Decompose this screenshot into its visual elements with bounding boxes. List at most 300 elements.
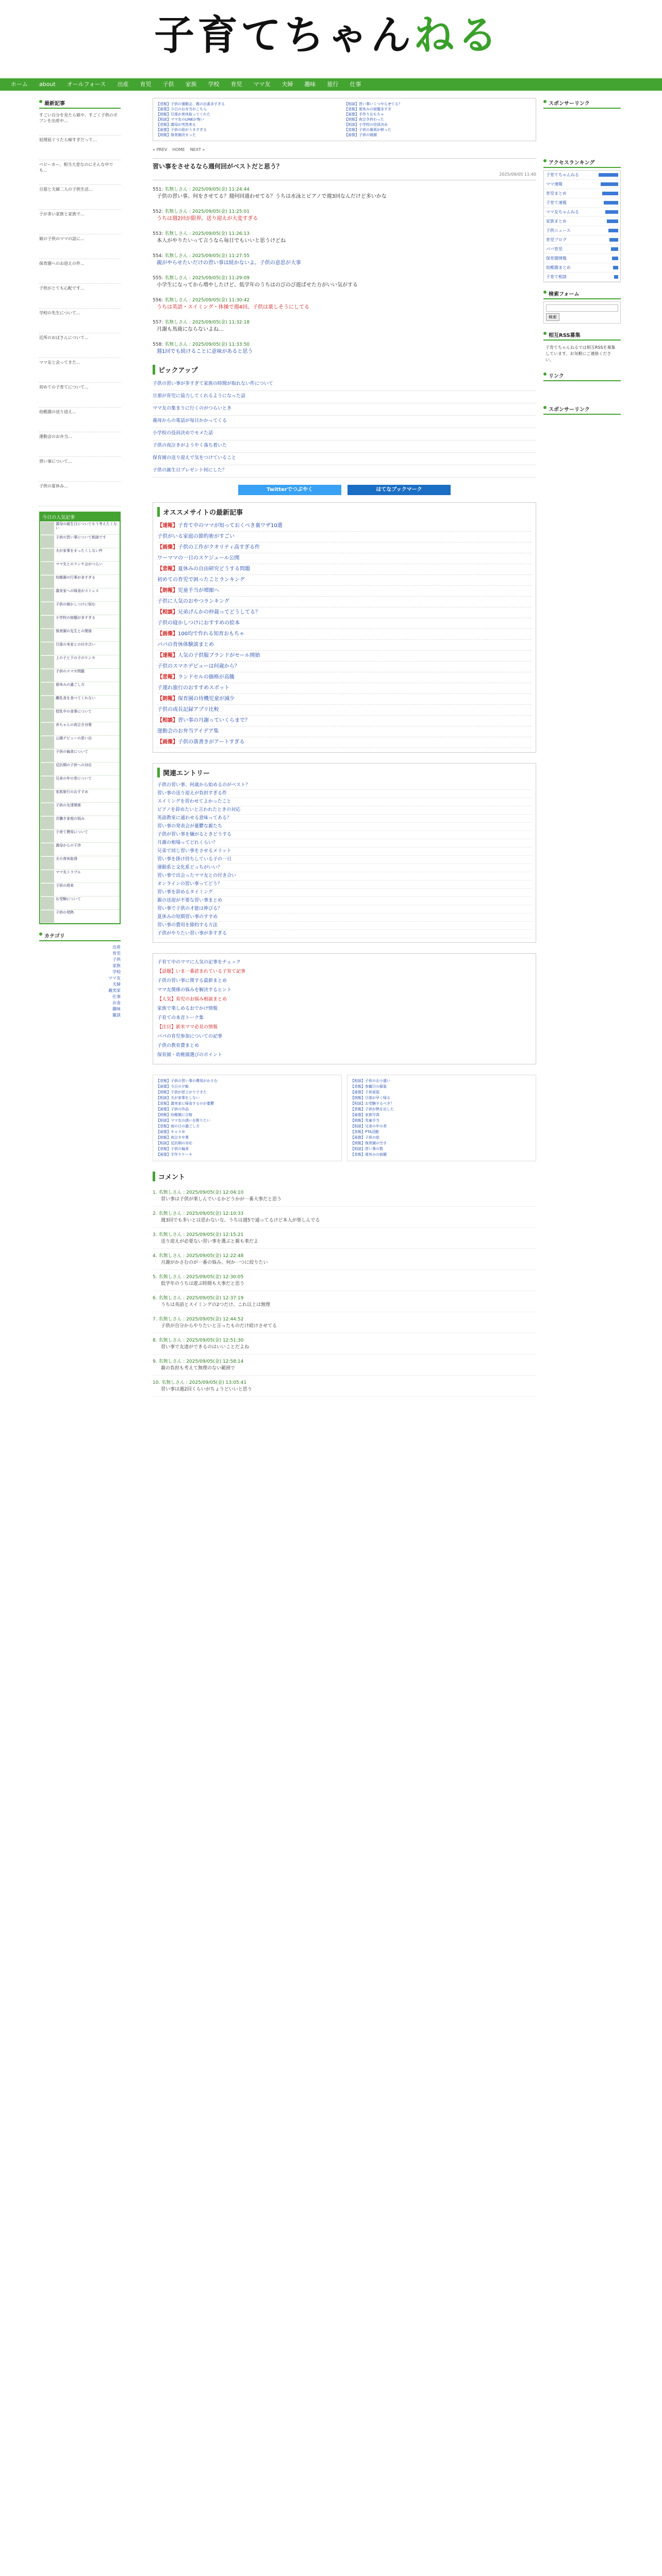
related-link[interactable]: 親の送迎が不要な習い事まとめ (157, 897, 532, 905)
pickup-link[interactable]: 旦那が育児に協力してくれるようになった話 (153, 391, 536, 403)
nav-item[interactable]: 出産 (117, 81, 129, 88)
popular-article-item[interactable] (40, 910, 120, 923)
related-box (153, 763, 536, 943)
twitter-share-button[interactable]: Twitterでつぶやく (238, 485, 341, 495)
popular-article-item[interactable] (40, 669, 120, 682)
topic-link[interactable]: 【悲報】子供の運動会、親の出番多すぎる (156, 102, 225, 106)
recommend-link[interactable] (157, 651, 532, 662)
recommend-link[interactable] (157, 683, 532, 694)
popular-article-item[interactable] (40, 749, 120, 762)
popular-article-title: 公園デビューの思い出 (56, 736, 92, 740)
logo-main: 子育てちゃん (154, 12, 414, 59)
post-body: うちは英語・スイミング・体操で週4回。子供は楽しそうにしてる (157, 304, 309, 310)
recommend-link[interactable] (157, 672, 532, 683)
recommend-link[interactable] (157, 607, 532, 618)
popular-article-title: 保育園の先生との関係 (56, 629, 92, 633)
topic-link[interactable]: 【悲報】夏休みの宿題多すぎ (344, 107, 391, 111)
grid-link[interactable]: 【朗報】旦那が早く帰る (351, 1096, 390, 1100)
category-link[interactable]: ママ友 (108, 976, 121, 980)
share-buttons (153, 485, 536, 495)
recommend-tag: 【相談】 (157, 609, 178, 615)
post-date: 2025/09/05(金) 11:24:44 (192, 187, 250, 192)
popular-article-item[interactable] (40, 521, 120, 535)
grid-link[interactable]: 【相談】子供のお小遣い (351, 1079, 390, 1083)
nav-item[interactable]: about (39, 81, 56, 88)
grid-link[interactable]: 【悲報】義実家に帰省するのが憂鬱 (156, 1101, 214, 1106)
article-thumbnail (41, 669, 54, 682)
article-thumbnail (41, 870, 54, 883)
popular-article-item[interactable] (40, 602, 120, 615)
nav-item[interactable]: 夫婦 (282, 81, 293, 88)
ranking-bar (614, 275, 618, 279)
popular-article-item[interactable] (40, 870, 120, 883)
popular-article-item[interactable] (40, 562, 120, 575)
related-link[interactable]: 運動系と文化系どっちがいい？ (157, 864, 532, 872)
grid-link[interactable]: 【相談】習い事の数 (351, 1147, 383, 1151)
category-link[interactable]: 仕事 (112, 994, 121, 999)
article-thumbnail (41, 575, 54, 588)
recommend-tag: 【速報】 (157, 653, 178, 658)
pickup-link[interactable]: 子供の習い事が多すぎて家族の時間が取れない件について (153, 379, 536, 391)
popular-article-item[interactable] (40, 629, 120, 642)
promo-link[interactable]: 子育て中のママに人気の記事をチェック (157, 960, 241, 965)
grid-link[interactable]: 【朗報】子供が逆上がりできた (156, 1090, 207, 1094)
recent-article-link[interactable]: 保育園へのお迎えの件... (39, 259, 121, 284)
recommend-link[interactable] (157, 543, 532, 553)
recommend-link[interactable] (157, 586, 532, 597)
popular-article-title: 義母の誕生日についてもう考えたくない (56, 522, 117, 530)
grid-link[interactable]: 【朗報】幼稚園に合格 (156, 1113, 192, 1117)
recommend-link[interactable] (157, 618, 532, 629)
recent-article-link[interactable]: 習い事について... (39, 457, 121, 482)
category-link[interactable]: お金 (112, 1001, 121, 1005)
recent-article-link[interactable]: ベビーカー、相当大変なのにそんな中でも... (39, 160, 121, 185)
grid-link[interactable]: 【画像】家族写真 (351, 1113, 379, 1117)
recent-article-link[interactable]: 運動会のお弁当... (39, 432, 121, 457)
ranking-site-name: パパ育児 (546, 247, 562, 251)
grid-link[interactable]: 【画像】子供の絵 (351, 1136, 379, 1140)
promo-link[interactable]: 家族で楽しめるおでかけ情報 (157, 1006, 218, 1011)
grid-link[interactable]: 【相談】お受験するべき？ (351, 1101, 394, 1106)
grid-link[interactable]: 【悲報】子供の習い事の費用がかさむ (156, 1079, 218, 1083)
popular-article-item[interactable] (40, 803, 120, 816)
recommend-tag: 【朗報】 (157, 588, 178, 594)
grid-link[interactable]: 【画像】子供の作品 (156, 1107, 189, 1111)
comment-item (153, 1228, 536, 1249)
recent-article-link[interactable]: ママ友と会ってきた... (39, 358, 121, 383)
popular-article-title: 幼稚園の行事が多すぎる (56, 575, 95, 580)
post-number: 558: (153, 342, 165, 347)
recent-article-link[interactable]: 初めての子育てについて... (39, 383, 121, 408)
grid-link[interactable]: 【悲報】PTA活動 (351, 1130, 379, 1134)
comment-header: 2. 名無しさん : 2025/09/05(金) 12:10:33 (153, 1211, 244, 1216)
ranking-item[interactable] (544, 217, 620, 226)
recent-article-link[interactable]: 屁理屈ぐうたら痴すぎだって... (39, 135, 121, 160)
article-thumbnail (41, 696, 54, 708)
sponsor-heading: スポンサーリンク (543, 98, 621, 109)
popular-article-item[interactable] (40, 722, 120, 736)
topic-link[interactable]: 【画像】子供の寝顔 (344, 133, 377, 137)
site-logo[interactable] (131, 7, 523, 64)
related-heading: 関連エントリー (157, 768, 532, 777)
comment-body: 送り迎えが必要ない習い事を選ぶと親も楽だよ (161, 1239, 259, 1244)
article-thumbnail (41, 736, 54, 749)
ranking-bar (607, 219, 618, 223)
right-sidebar (543, 98, 621, 417)
grid-link[interactable]: 【相談】兄弟の年の差 (351, 1124, 387, 1128)
post-body: 小学生になってから増やしたけど、低学年のうちはのびのび遊ばせた方がいい気がする (157, 282, 358, 288)
comment-header: 9. 名無しさん : 2025/09/05(金) 12:58:14 (153, 1359, 244, 1364)
popular-article-item[interactable] (40, 709, 120, 722)
popular-article-title: 子供の発熱 (56, 910, 74, 914)
popular-article-item[interactable] (40, 682, 120, 696)
related-link[interactable]: 夏休みの短期習い事のすすめ (157, 913, 532, 922)
pager (153, 147, 536, 152)
topic-link[interactable]: 【相談】ママ友のLINEが怖い (156, 117, 204, 122)
popular-article-title: 離乳食を食べてくれない (56, 696, 95, 700)
popular-article-title: 義実家への帰省がストレス (56, 589, 99, 593)
nav-item[interactable]: 旅行 (327, 81, 339, 88)
recommend-tag: 【画像】 (157, 631, 178, 637)
popular-article-title: 授乳中の食事について (56, 709, 92, 714)
ranking-item[interactable] (544, 263, 620, 273)
grid-link[interactable]: 【画像】キャラ弁 (156, 1130, 185, 1134)
popular-article-item[interactable] (40, 762, 120, 776)
post-number: 556: (153, 298, 165, 303)
ranking-item[interactable] (544, 180, 620, 189)
recommend-text: 子供の成長記録アプリ比較 (157, 707, 219, 713)
article-thumbnail (41, 589, 54, 601)
popular-article-item[interactable] (40, 642, 120, 655)
related-link[interactable]: 習い事を掛け持ちしている子の一日 (157, 856, 532, 864)
recent-article-link[interactable]: 子が多い家族と家族で... (39, 210, 121, 234)
popular-article-title: 子供の偏食について (56, 750, 88, 754)
popular-articles-heading: 今日の人気記事 (40, 513, 120, 521)
ranking-bar (602, 192, 618, 195)
grid-link[interactable]: 【悲報】参観日の服装 (351, 1084, 387, 1089)
popular-article-title: 家族旅行のおすすめ (56, 790, 89, 794)
article-thumbnail (41, 535, 54, 548)
nav-item[interactable]: ホーム (11, 81, 28, 88)
promo-link[interactable]: 保育園・幼稚園選びのポイント (157, 1053, 223, 1058)
recommend-link[interactable] (157, 629, 532, 640)
popular-article-item[interactable] (40, 535, 120, 548)
related-link[interactable]: スイミングを習わせてよかったこと (157, 798, 532, 806)
category-link[interactable]: 夫婦 (112, 982, 121, 987)
comment-header: 3. 名無しさん : 2025/09/05(金) 12:15:21 (153, 1232, 244, 1238)
nav-item[interactable]: 学校 (208, 81, 220, 88)
related-link[interactable]: 兄弟で同じ習い事をさせるメリット (157, 848, 532, 856)
category-link[interactable]: 義実家 (108, 988, 121, 993)
popular-article-item[interactable] (40, 736, 120, 749)
promo-link[interactable]: 子供の習い事に関する最新まとめ (157, 978, 227, 984)
related-link[interactable]: 子供が習い事を嫌がるときどうする (157, 831, 532, 839)
ranking-bar (613, 266, 618, 269)
recommend-link[interactable] (157, 553, 532, 564)
article-thumbnail (41, 656, 54, 668)
nav-item[interactable]: オールフォース (67, 81, 106, 88)
recommend-text: 子供がいる家庭の節約術がすごい (157, 534, 235, 539)
rss-heading: 相互RSS募集 (543, 330, 621, 341)
recommend-link[interactable] (157, 662, 532, 672)
nav-item[interactable]: 育児 (140, 81, 152, 88)
ranking-item[interactable] (544, 226, 620, 235)
promo-link[interactable]: 【人気】育児のお悩み相談まとめ (157, 997, 227, 1002)
pickup-link[interactable]: 子供の誕生日プレゼント何にした？ (153, 465, 536, 478)
recent-articles-heading: 最新記事 (39, 98, 121, 109)
recommend-link[interactable] (157, 737, 532, 748)
ranking-item[interactable] (544, 273, 620, 282)
promo-link[interactable]: 【注目】新米ママ必見の情報 (157, 1025, 218, 1030)
popular-article-item[interactable] (40, 829, 120, 843)
recommend-link[interactable] (157, 716, 532, 726)
pickup-link[interactable]: 小学校の役員決めでモメた話 (153, 428, 536, 440)
ranking-item[interactable] (544, 254, 620, 263)
recommend-text: 子供の寝かしつけにおすすめの絵本 (157, 620, 240, 626)
related-link[interactable]: オンラインの習い事ってどう？ (157, 880, 532, 889)
popular-article-title: 子育て費用について (56, 830, 88, 834)
comments-heading: コメント (153, 1172, 536, 1181)
nav-item[interactable]: 家族 (185, 81, 197, 88)
nav-item[interactable]: 仕事 (350, 81, 361, 88)
thread-post (153, 185, 536, 200)
grid-link[interactable]: 【悲報】夏休みの宿題 (351, 1153, 387, 1157)
category-link[interactable]: 育児 (112, 951, 121, 956)
grid-link[interactable]: 【朗報】保育園の空き (351, 1141, 387, 1145)
related-link[interactable]: 習い事の送り迎えが負担すぎる件 (157, 790, 532, 798)
ranking-item[interactable] (544, 245, 620, 254)
comment-item (153, 1312, 536, 1333)
popular-article-item[interactable] (40, 883, 120, 896)
popular-article-item[interactable] (40, 816, 120, 829)
search-input[interactable] (546, 304, 618, 312)
recent-article-link[interactable]: 旦那と夫婦二人の子供生活... (39, 185, 121, 210)
article-thumbnail (41, 629, 54, 641)
nav-item[interactable]: ママ友 (253, 81, 271, 88)
thread-posts (153, 185, 536, 355)
topic-link[interactable]: 【朗報】保育園決まった (156, 133, 196, 137)
recommend-tag: 【画像】 (157, 739, 178, 745)
post-body: 子供の習い事、何をさせてる？週何回通わせてる？うちは水泳とピアノで週3回なんだけど多いかな (157, 194, 387, 199)
popular-article-item[interactable] (40, 655, 120, 669)
topic-link[interactable]: 【相談】小学校の役員決め (344, 123, 388, 127)
related-link[interactable]: 習い事の発表会が憂鬱な親たち (157, 823, 532, 831)
related-link[interactable]: 子供がやりたい習い事が多すぎる (157, 930, 532, 938)
topic-link[interactable]: 【画像】今日のお弁当がこちら (156, 107, 207, 111)
popular-article-item[interactable] (40, 588, 120, 602)
promo-link[interactable]: 子供の教育費まとめ (157, 1043, 200, 1048)
recent-article-link[interactable]: 子供がとても心配です... (39, 284, 121, 309)
recommend-text: 兄弟げんかの仲裁ってどうしてる？ (178, 609, 260, 615)
article-thumbnail (41, 843, 54, 856)
category-link[interactable]: 子供 (112, 957, 121, 962)
popular-article-item[interactable] (40, 776, 120, 789)
comment-body: 子供が自分からやりたいと言ったものだけ続けさせてる (161, 1324, 277, 1329)
popular-article-item[interactable] (40, 548, 120, 562)
recommend-text: 運動会のお弁当アイデア集 (157, 728, 219, 734)
topic-link[interactable]: 【悲報】義母が突然来る (156, 123, 196, 127)
ranking-site-name: 幼稚園まとめ (546, 265, 571, 270)
pager-link[interactable]: NEXT » (190, 147, 205, 152)
pickup-link[interactable]: ママ友の集まりに行くのがつらいとき (153, 403, 536, 416)
recent-article-link[interactable]: 幼稚園の送り迎え... (39, 408, 121, 432)
popular-article-item[interactable] (40, 896, 120, 910)
topic-link[interactable]: 【相談】習い事いくつやらせてる？ (344, 102, 402, 106)
category-link[interactable]: 出産 (112, 945, 121, 950)
topic-link[interactable]: 【画像】子供の絵がうますぎる (156, 128, 207, 132)
comment-item (153, 1354, 536, 1376)
recommend-link[interactable] (157, 521, 532, 532)
recommend-link[interactable] (157, 694, 532, 705)
grid-link[interactable]: 【相談】反抗期の対応 (156, 1141, 192, 1145)
global-nav (0, 78, 662, 91)
grid-link[interactable]: 【画像】手作りケーキ (156, 1153, 192, 1157)
recommend-tag: 【相談】 (157, 718, 178, 723)
comment-body: 週3回でも多いとは思わないな。うちは週5で通ってるけど本人が楽しんでる (161, 1218, 320, 1223)
recent-article-link[interactable]: すごい自分を見たら娘や、すごく子供のポプンを出産中... (39, 111, 121, 135)
promo-link[interactable]: ママ友関係の悩みを解決するヒント (157, 988, 232, 993)
ranking-item[interactable] (544, 208, 620, 217)
related-link[interactable]: 習い事の費用を節約する方法 (157, 922, 532, 930)
comment-body: 習い事は子供が楽しんでいるかどうかが一番大事だと思う (161, 1197, 282, 1202)
recommend-link[interactable] (157, 640, 532, 651)
recent-article-link[interactable]: 学校の先生について... (39, 309, 121, 333)
related-link[interactable]: ピアノを辞めたいと言われたときの対応 (157, 806, 532, 815)
related-link[interactable]: 習い事で子供の才能は伸びる？ (157, 905, 532, 913)
post-author: 名無しさん : (164, 276, 192, 281)
recent-article-link[interactable]: 娘の子供のママの話に... (39, 234, 121, 259)
grid-link[interactable]: 【相談】ママ友の誘いを断りたい (156, 1118, 210, 1123)
hatena-bookmark-button[interactable]: はてなブックマーク (347, 485, 451, 495)
links-heading: リンク (543, 370, 621, 381)
nav-item[interactable]: 育児 (230, 81, 242, 88)
comment-item (153, 1291, 536, 1312)
recommend-text: 子連れ旅行のおすすめスポット (157, 685, 230, 691)
comment-item (153, 1270, 536, 1291)
recent-article-link[interactable]: 子供の夏休み... (39, 482, 121, 506)
ranking-site-name: 家族まとめ (546, 219, 567, 224)
recommend-link[interactable] (157, 597, 532, 607)
article-header (153, 158, 536, 180)
topic-link[interactable]: 【朗報】旦那が育休取ってくれた (156, 112, 210, 116)
article-thumbnail (41, 790, 54, 802)
grid-link[interactable]: 【画像】今日の夕飯 (156, 1084, 189, 1089)
thread-post (153, 341, 536, 355)
post-date: 2025/09/05(金) 11:30:42 (192, 298, 250, 303)
link-grid (153, 1075, 536, 1161)
article-thumbnail (41, 910, 54, 923)
ranking-item[interactable] (544, 235, 620, 245)
popular-article-item[interactable] (40, 696, 120, 709)
category-link[interactable]: 趣味 (112, 1007, 121, 1011)
popular-article-title: ママ友とのランチ会がつらい (56, 562, 103, 566)
recommend-text: 子供に人気のおやつランキング (157, 599, 229, 604)
comment-header: 4. 名無しさん : 2025/09/05(金) 12:22:48 (153, 1253, 244, 1259)
grid-link[interactable]: 【朗報】夜泣き卒業 (156, 1136, 189, 1140)
nav-item[interactable]: 子供 (162, 81, 174, 88)
recommend-tag: 【画像】 (157, 545, 178, 550)
nav-item[interactable]: 趣味 (304, 81, 316, 88)
pickup-link[interactable]: 保育園の送り迎えで気をつけていること (153, 453, 536, 465)
category-link[interactable]: 雑談 (112, 1013, 121, 1018)
post-author: 名無しさん : (164, 253, 192, 259)
popular-article-item[interactable] (40, 856, 120, 870)
category-link[interactable]: 家族 (112, 963, 121, 968)
promo-link[interactable]: 【話題】いま一番読まれている子育て記事 (157, 969, 246, 974)
grid-link[interactable]: 【画像】子供部屋 (351, 1090, 379, 1094)
grid-link[interactable]: 【悲報】雨の日の過ごし方 (156, 1124, 200, 1128)
popular-article-item[interactable] (40, 789, 120, 803)
article-thumbnail (41, 709, 54, 722)
topic-link[interactable]: 【悲報】子供の風邪が移った (344, 128, 391, 132)
recent-article-link[interactable]: 近所のおばさんについて... (39, 333, 121, 358)
recommend-text: 人気の子供服ブランドがセール開始 (178, 653, 260, 658)
related-link[interactable]: 子供の習い事、何歳から始めるのがベスト？ (157, 782, 532, 790)
related-link[interactable]: 習い事を辞めるタイミング (157, 889, 532, 897)
ranking-item[interactable] (544, 198, 620, 208)
ranking-item[interactable] (544, 189, 620, 198)
topic-link[interactable]: 【画像】手作りおもちゃ (344, 112, 384, 116)
recommend-text: 習い事の月謝っていくらまで？ (178, 718, 250, 723)
recommend-link[interactable] (157, 532, 532, 543)
recommend-text: 100均で作れる知育おもちゃ (178, 631, 245, 637)
promo-link[interactable]: 子育ての本音トーク集 (157, 1015, 204, 1021)
comment-header: 5. 名無しさん : 2025/09/05(金) 12:30:05 (153, 1275, 244, 1280)
post-author: 名無しさん : (164, 209, 192, 214)
grid-link[interactable]: 【相談】夫が家事をしない (156, 1096, 200, 1100)
article-thumbnail (41, 776, 54, 789)
post-number: 554: (153, 253, 165, 259)
post-header (153, 230, 536, 236)
pager-link[interactable]: HOME (172, 147, 185, 152)
ranking-bar (611, 247, 618, 251)
promo-link[interactable]: パパの育児参加についての記事 (157, 1034, 222, 1039)
ranking-item[interactable] (544, 171, 620, 180)
grid-link[interactable]: 【悲報】子供が熱を出した (351, 1107, 394, 1111)
popular-article-title: 兄弟の年の差について (56, 776, 92, 781)
thread-post (153, 230, 536, 245)
category-link[interactable]: 学校 (112, 970, 121, 974)
topic-link[interactable]: 【朗報】夜泣き終わった (344, 117, 384, 122)
post-header (153, 296, 536, 303)
post-header (153, 274, 536, 281)
popular-article-item[interactable] (40, 615, 120, 629)
related-link[interactable]: 月謝の相場ってどれくらい？ (157, 839, 532, 848)
ranking-site-name: 子供ニュース (546, 228, 571, 233)
article-thumbnail (41, 723, 54, 735)
popular-article-item[interactable] (40, 843, 120, 856)
recommend-link[interactable] (157, 564, 532, 575)
post-date: 2025/09/05(金) 11:33:50 (192, 342, 250, 347)
grid-link[interactable]: 【朗報】児童手当 (351, 1118, 379, 1123)
recommend-link[interactable] (157, 726, 532, 737)
ad-slot (543, 111, 621, 157)
popular-article-title: 子供の友達関係 (56, 803, 81, 807)
related-link[interactable]: 習い事で出会ったママ友との付き合い (157, 872, 532, 880)
popular-article-item[interactable] (40, 575, 120, 588)
comment-body: 習い事は週2回くらいがちょうどいいと思う (161, 1387, 252, 1392)
pickup-link[interactable]: 子供の夜泣きがようやく落ち着いた (153, 440, 536, 453)
grid-link[interactable]: 【悲報】子供の偏食 (156, 1147, 189, 1151)
recommend-text: 子供の工作がクオリティ高すぎる件 (178, 545, 260, 550)
pager-link[interactable]: « PREV (153, 147, 168, 152)
article-title: 習い事をさせるなら週何回がベストだと思う？ (153, 163, 283, 170)
related-link[interactable]: 英語教室に通わせる意味ってある？ (157, 815, 532, 823)
pickup-link[interactable]: 義母からの電話が毎日かかってくる (153, 416, 536, 428)
recommend-link[interactable] (157, 705, 532, 716)
search-button[interactable]: 検索 (546, 313, 559, 321)
recommend-link[interactable] (157, 575, 532, 586)
